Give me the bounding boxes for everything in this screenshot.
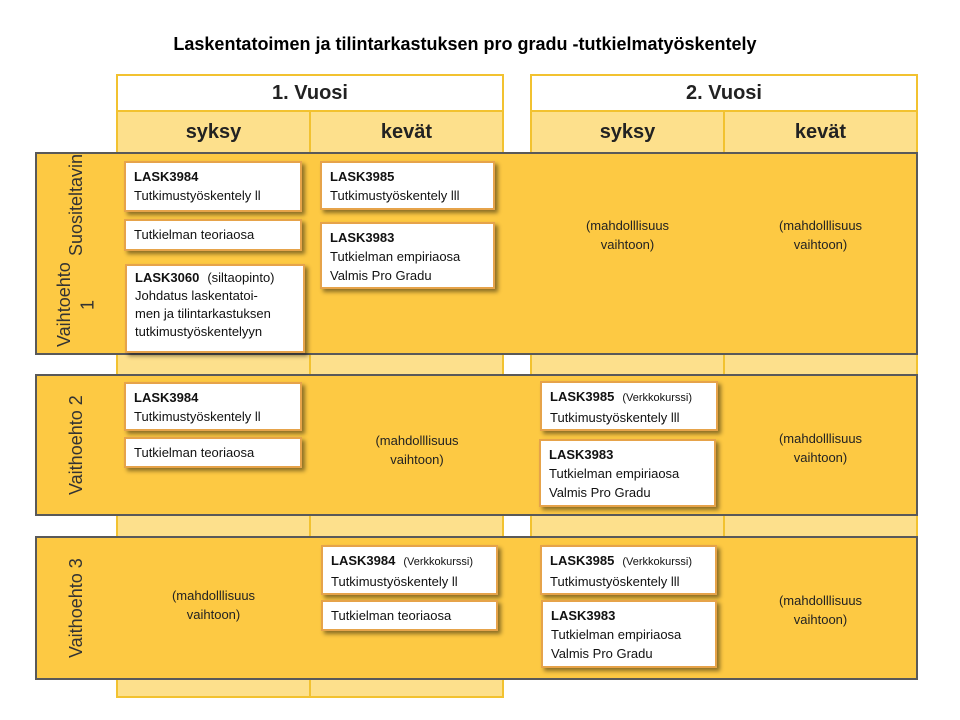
course-note: (Verkkokurssi): [622, 392, 692, 404]
course-title: Valmis Pro Gradu: [549, 485, 651, 500]
year2-spring-header: kevät: [794, 120, 847, 143]
course-note: (Verkkokurssi): [622, 556, 692, 568]
course-title: Tutkielman empiriaosa: [551, 627, 682, 642]
course-title: Tutkielman teoriaosa: [331, 608, 452, 623]
exchange-opportunity: (mahdolllisuus vaihtoon): [375, 433, 459, 467]
course-title: Tutkimustyöskentely ll: [134, 409, 261, 424]
course-card: [540, 381, 718, 431]
exchange-opportunity: (mahdolllisuus vaihtoon): [585, 218, 670, 252]
year1-spring-header: kevät: [380, 120, 433, 143]
course-title: Tutkimustyöskentely ll: [134, 188, 261, 203]
course-title: Tutkimustyöskentely lll: [550, 410, 680, 425]
exchange-opportunity: (mahdolllisuus vaihtoon): [171, 588, 256, 622]
course-card: [124, 382, 302, 431]
course-title: Tutkimustyöskentely lll: [330, 188, 460, 203]
course-title: Valmis Pro Gradu: [330, 268, 432, 283]
course-title: Tutkimustyöskentely lll: [550, 574, 680, 589]
course-code: LASK3060: [135, 270, 200, 285]
course-code: LASK3985: [330, 169, 395, 184]
option3-label-line1: Vaithoehto 3: [65, 558, 86, 658]
course-code: LASK3983: [549, 447, 614, 462]
year1-autumn-header: syksy: [185, 120, 242, 143]
course-card: [124, 437, 302, 468]
course-code: LASK3983: [551, 608, 616, 623]
course-title: men ja tilintarkastuksen: [135, 306, 271, 321]
course-card: [540, 545, 717, 595]
option2-label: [37, 376, 116, 514]
course-code: LASK3983: [330, 230, 395, 245]
course-title: tutkimustyöskentelyyn: [135, 324, 263, 339]
course-title: Johdatus laskentatoi-: [135, 288, 258, 303]
course-card: [541, 600, 717, 668]
course-note: (siltaopinto): [207, 270, 275, 285]
course-code: LASK3985: [550, 553, 615, 568]
option3-label: [37, 538, 116, 678]
course-code: LASK3984: [331, 553, 396, 568]
option2-label-line1: Vaithoehto 2: [65, 395, 86, 495]
course-card: [320, 222, 495, 289]
course-title: Tutkielman empiriaosa: [330, 249, 461, 264]
year2-autumn-header: syksy: [599, 120, 656, 143]
course-note: (Verkkokurssi): [403, 556, 473, 568]
course-title: Valmis Pro Gradu: [551, 646, 653, 661]
course-code: LASK3984: [134, 390, 199, 405]
exchange-opportunity: (mahdolllisuus vaihtoon): [778, 431, 863, 465]
exchange-opportunity: (mahdolllisuus vaihtoon): [778, 218, 863, 252]
course-title: Tutkimustyöskentely ll: [331, 574, 458, 589]
course-card: [124, 161, 302, 212]
course-card: [321, 545, 498, 595]
course-title: Tutkielman empiriaosa: [549, 466, 680, 481]
course-card: [539, 439, 716, 507]
page-title: Laskentatoimen ja tilintarkastuksen pro gradu -tutkielmatyöskentely: [173, 34, 757, 54]
option1-label: [37, 154, 116, 353]
course-code: LASK3984: [134, 169, 199, 184]
option1-label-line1: Vaihtoehto 1: [54, 262, 98, 347]
course-title: Tutkielman teoriaosa: [134, 227, 255, 242]
course-card: [124, 219, 302, 251]
course-code: LASK3985: [550, 389, 615, 404]
course-title: Tutkielman teoriaosa: [134, 445, 255, 460]
exchange-opportunity: (mahdolllisuus vaihtoon): [778, 593, 863, 627]
course-card: [321, 600, 498, 631]
year1-header: 1. Vuosi: [116, 74, 504, 112]
course-card: [125, 264, 305, 353]
year2-header: 2. Vuosi: [530, 74, 918, 112]
option1-label-line2: Suositeltavin: [65, 154, 86, 257]
course-card: [320, 161, 495, 210]
